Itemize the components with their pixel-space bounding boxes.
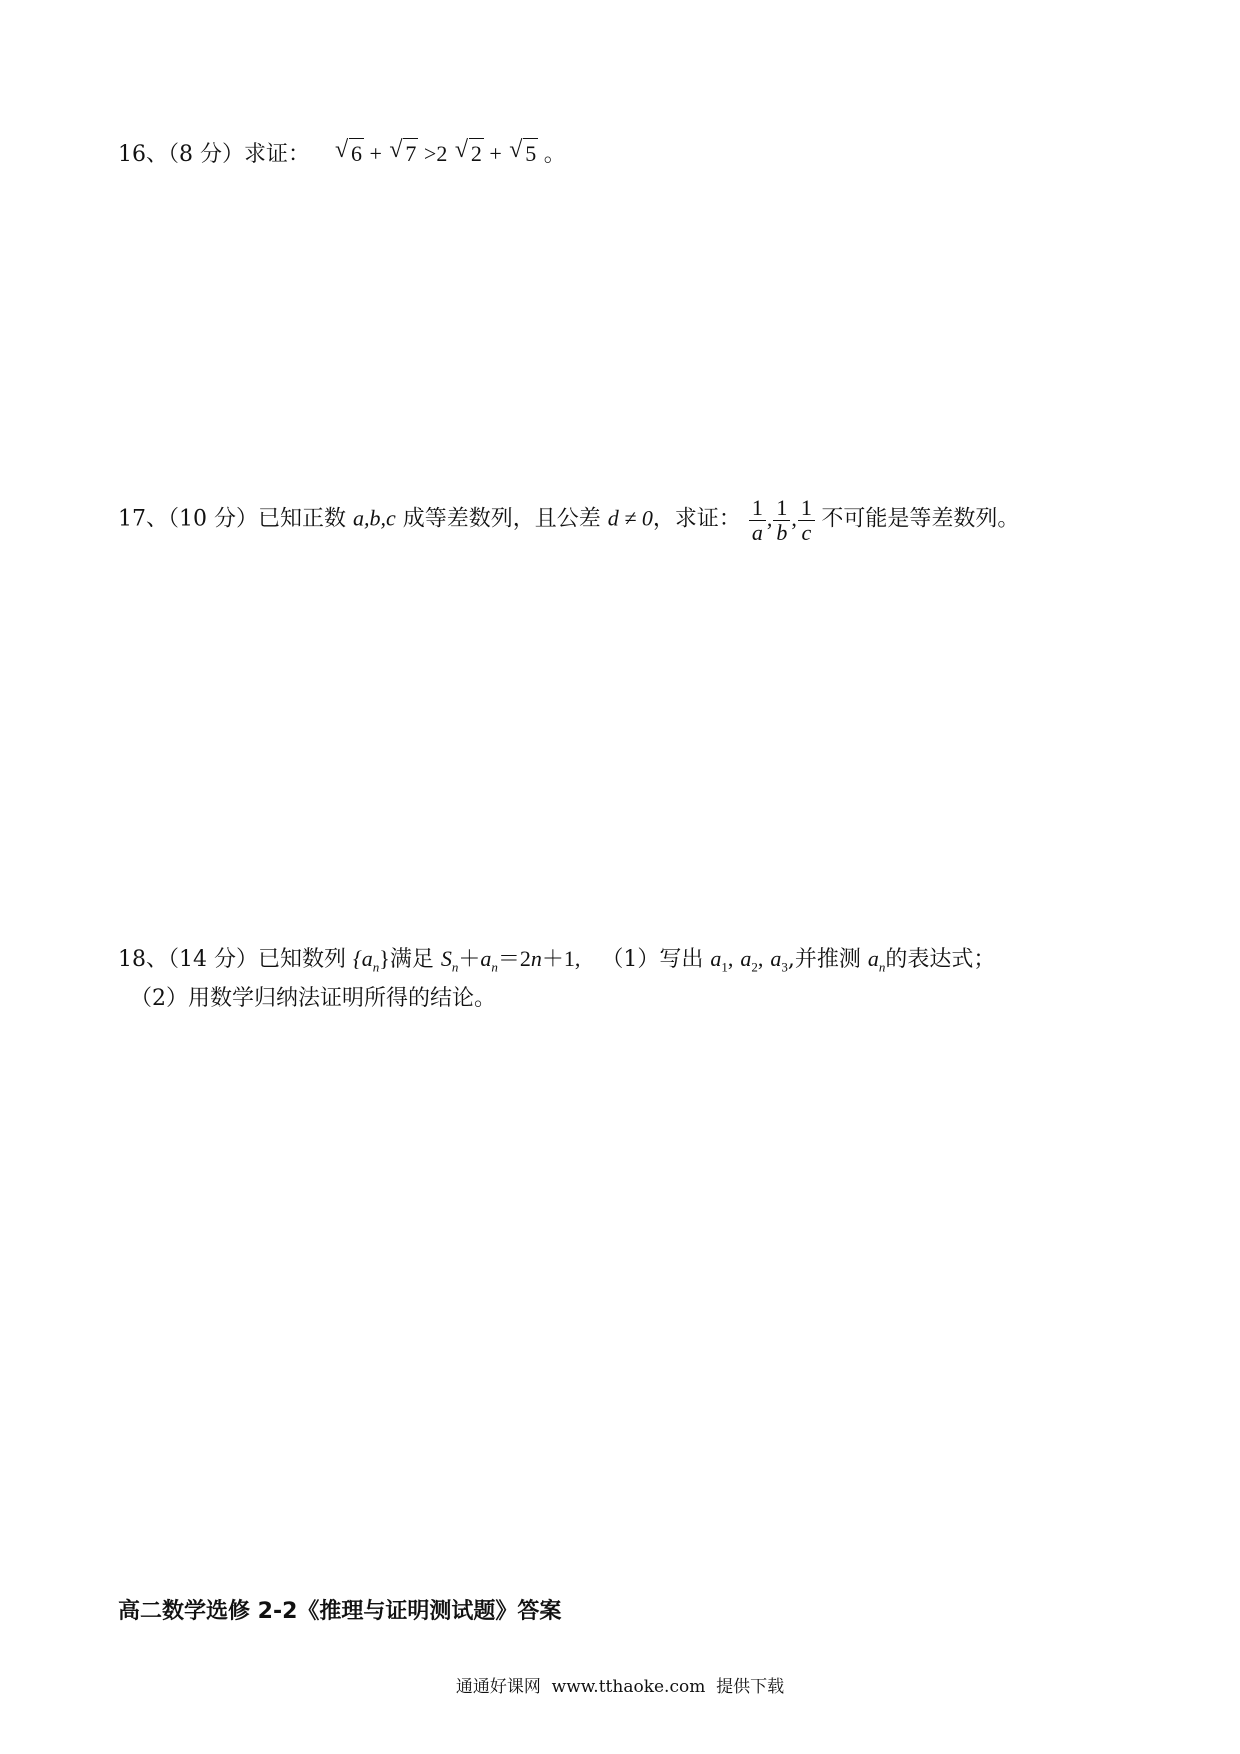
q17-tail: 不可能是等差数列。	[821, 506, 1020, 532]
sqrt-6: √ 6	[335, 138, 364, 169]
q18-label: 18、（14 分）已知数列	[118, 947, 346, 972]
q18-guess-tail: 的表达式；	[885, 947, 996, 972]
question-18	[118, 944, 995, 982]
q17-fractions: $\frac{1}{a}$ , $\frac{1}{b}$ , $\frac{1}{c}$	[748, 506, 822, 531]
answer-section-title: 高二数学选修 2-2《推理与证明测试题》答案	[118, 1599, 562, 1624]
q17-vars: a,b,c	[352, 505, 396, 531]
fraction-1-over-b: $\frac{1}{b}$	[773, 496, 790, 545]
page-footer: 通通好课网 www.tthaoke.com 提供下载	[455, 1677, 785, 1697]
sqrt-5: √ 5	[509, 138, 538, 169]
q18-an: $a_n$	[867, 946, 886, 975]
q18-satisfy: 满足	[389, 947, 434, 972]
q18-equation: $S_n+a_n=2n+1$,	[440, 946, 581, 975]
question-18-part2	[130, 984, 496, 1014]
q17-condition: d ≠ 0	[607, 505, 653, 531]
q18-a3: $a_3$	[770, 946, 788, 975]
q18-sequence: $\{a_n\}$	[352, 946, 390, 975]
q16-expression: √ 6 + √ 7 >2 √ 2 + √ 5 。	[333, 141, 566, 166]
sqrt-7: √ 7	[389, 138, 418, 169]
question-17	[118, 496, 1019, 545]
question-16	[118, 138, 566, 170]
q18-a2: $a_2$,	[740, 946, 764, 975]
q18-part1: （1）写出	[601, 947, 704, 972]
q18-a1: $a_1$,	[710, 946, 734, 975]
q17-prove: ，求证：	[652, 506, 741, 532]
fraction-1-over-a: $\frac{1}{a}$	[749, 496, 766, 545]
q17-mid: 成等差数列，且公差	[402, 506, 601, 532]
q18-part2-text: （2）用数学归纳法证明所得的结论。	[130, 986, 496, 1011]
fraction-1-over-c: $\frac{1}{c}$	[798, 496, 815, 545]
q17-label: 17、（10 分）已知正数	[118, 506, 346, 532]
sqrt-2: √ 2	[455, 138, 484, 169]
q18-guess: ,并推测	[787, 947, 861, 972]
q16-label: 16、（8 分）求证：	[118, 142, 310, 167]
